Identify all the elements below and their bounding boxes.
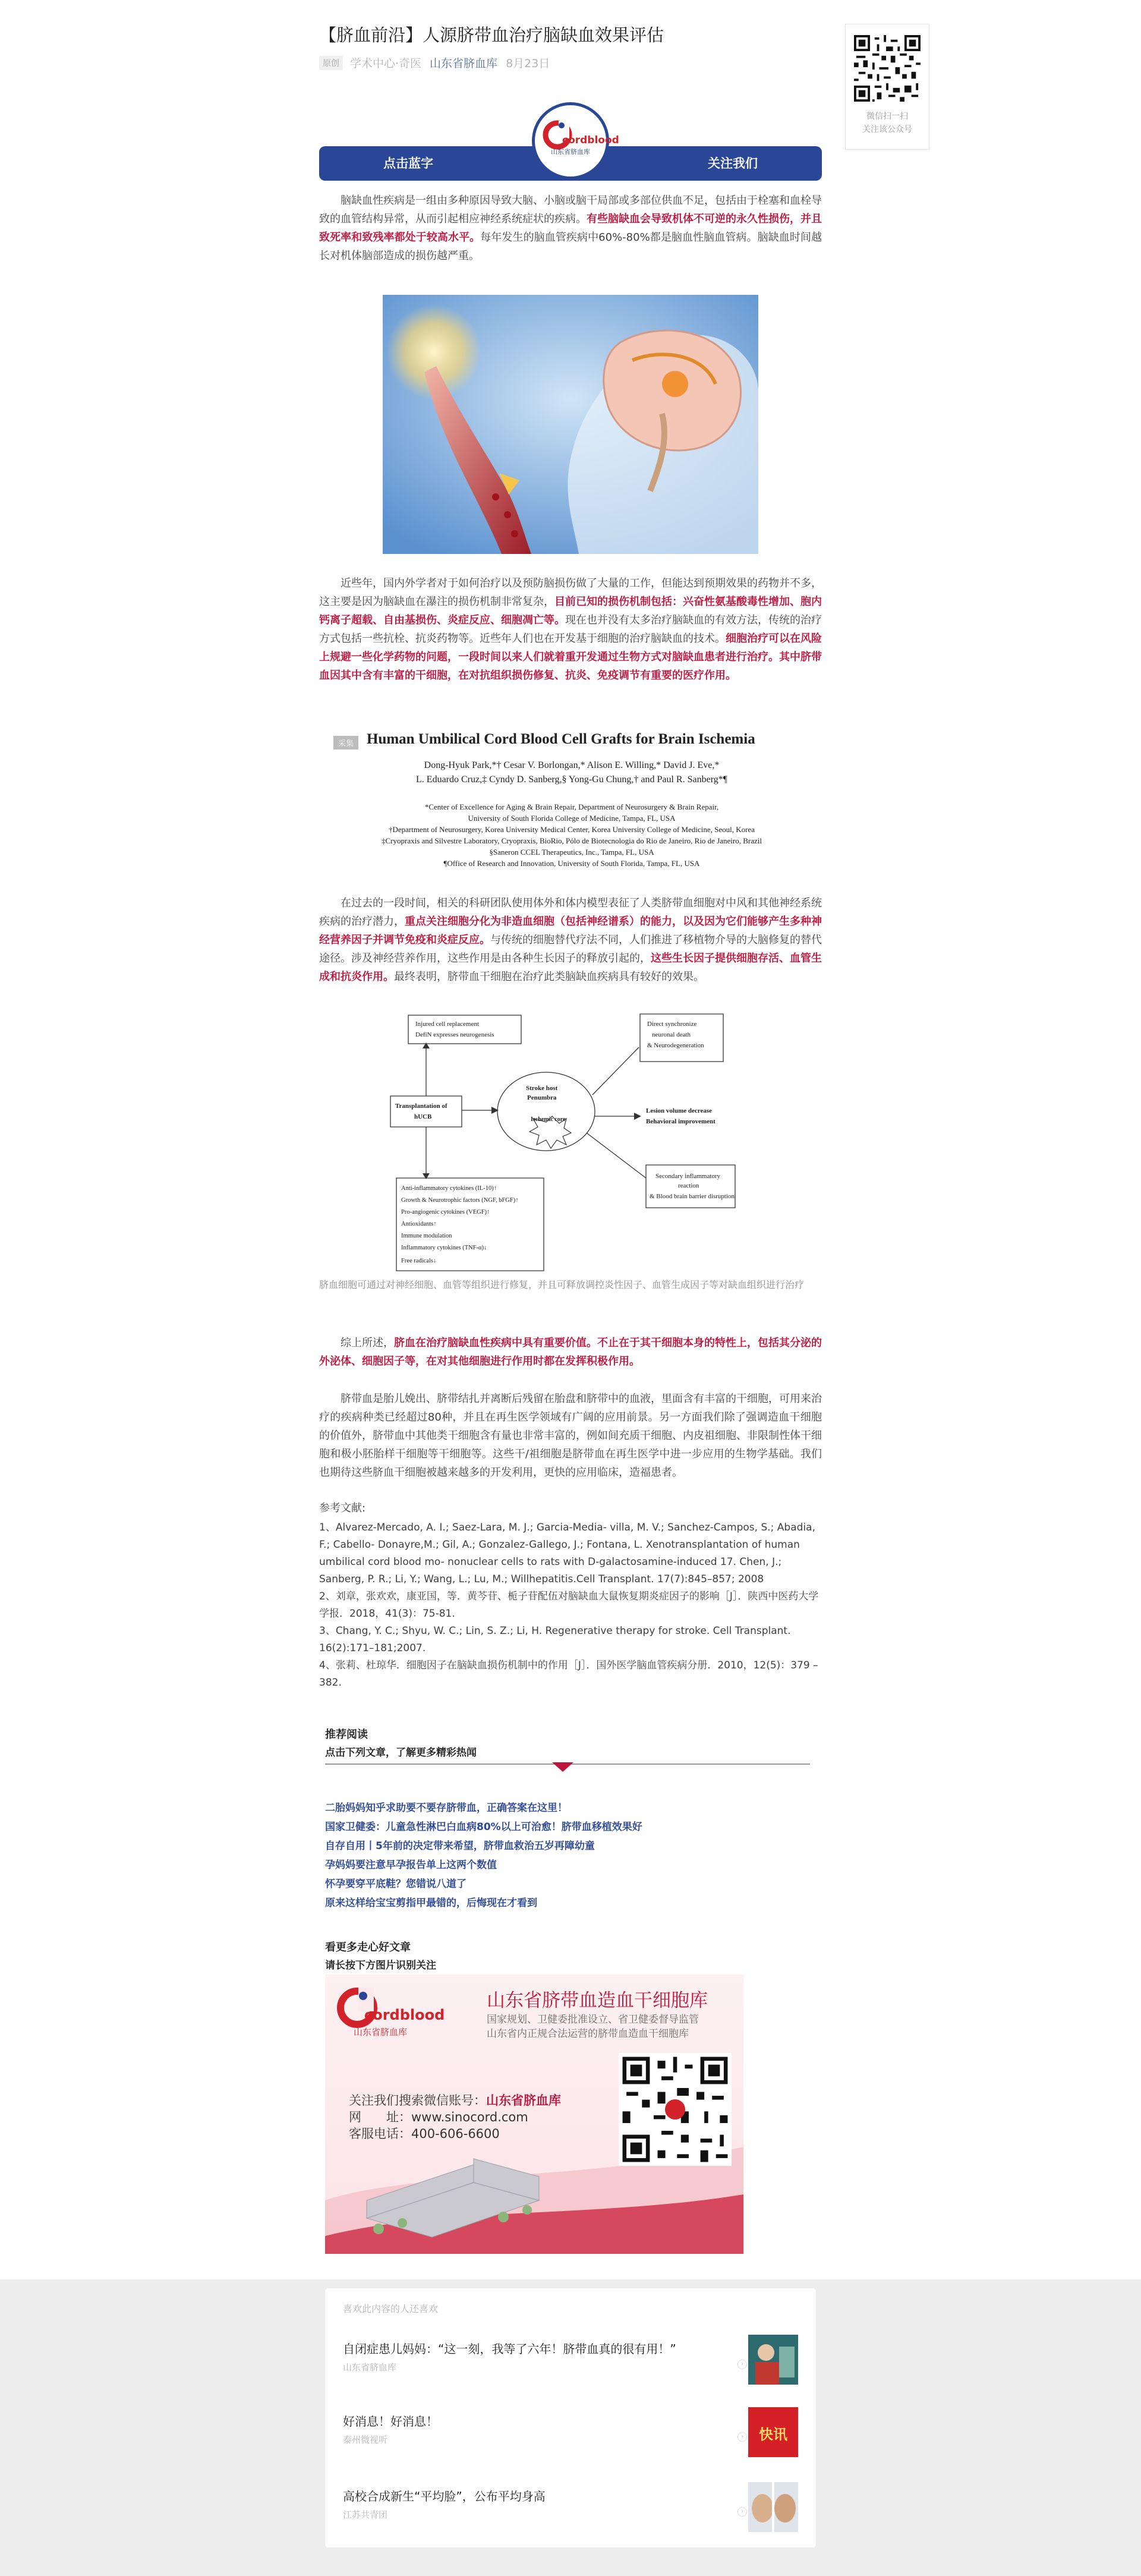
paper-badge: 采集 <box>333 736 358 750</box>
diagram-tr-3: & Neurodegeneration <box>647 1042 704 1049</box>
poster-brand: cordblood <box>364 2007 445 2023</box>
recommend-title: 推荐阅读 <box>325 1728 368 1741</box>
related-item-source: 江苏共青团 <box>343 2509 388 2520</box>
paper-authors-line-2: L. Eduardo Cruz,‡ Cyndy D. Sanberg,§ Yong-Gu Chung,† and Paul R. Sanberg*¶ <box>416 774 727 785</box>
recommend-subtitle: 点击下列文章，了解更多精彩热闻 <box>325 1747 477 1759</box>
paper-aff-3: †Department of Neurosurgery, Korea University Medical Center, Korea University College of Medicine, Seoul, Korea <box>388 825 755 834</box>
poster-qr-code-icon <box>619 2053 732 2166</box>
article-meta <box>319 55 550 71</box>
chevron-right-icon: › <box>737 2432 747 2442</box>
recommend-arrow-icon <box>552 1762 573 1772</box>
related-item[interactable] <box>343 2476 798 2536</box>
recommend-link[interactable]: 自存自用丨5年前的决定带来希望，脐带血救治五岁再障幼童 <box>325 1840 595 1852</box>
poster-qr <box>619 2053 732 2166</box>
reference-item: 3、Chang, Y. C.; Shyu, W. C.; Lin, S. Z.; Li, H. Regenerative therapy for stroke. Cell Transplant. 16(2):171–181;2007. <box>319 1625 791 1654</box>
related-item-title: 自闭症患儿妈妈：“这一刻，我等了六年！脐带血真的很有用！” <box>343 2342 676 2356</box>
related-item-source: 泰州微视听 <box>343 2435 388 2445</box>
diagram-tl-2: DefiN expresses neurogenesis <box>415 1031 494 1038</box>
poster-line-1: 国家规划、卫健委批准设立、省卫健委督导监管 <box>487 2014 699 2026</box>
paper-aff-4: ‡Cryopraxis and Silvestre Laboratory, Cryopraxis, BioRio, Pólo de Biotecnologia do Rio de Janeiro, Rio de Janeiro, Brazil <box>381 836 762 845</box>
logo-brand: cordblood <box>562 134 619 146</box>
related-thumbnail <box>748 2335 798 2385</box>
diagram-circle-1: Stroke host <box>526 1085 558 1092</box>
p2-text-a: 近些年，国内外学者对于如何治疗以及预防脑损伤做了大量的工作，但能达到预期效果的药物并不多，这主要是因为脑缺血在瀑注的损伤机制非常复杂， <box>319 577 822 608</box>
poster-web <box>349 2109 561 2125</box>
diagram-br-1: Secondary inflammatory <box>655 1173 721 1180</box>
diagram-right-1: Lesion volume decrease <box>646 1107 713 1114</box>
reference-item: 2、刘章，张欢欢，康亚国，等．黄芩苷、栀子苷配伍对脑缺血大鼠恢复期炎症因子的影响［J］．陕西中医药大学学报．2018，41(3)：75-81. <box>319 1591 819 1620</box>
diagram-box-top-left <box>408 1015 521 1044</box>
poster-web-value: www.sinocord.com <box>411 2110 528 2124</box>
diagram-list-item-4: Immune modulation <box>401 1233 452 1239</box>
paper-authors-line-1: Dong-Hyuk Park,*† Cesar V. Borlongan,* Alison E. Willing,* David J. Eve,* <box>424 760 720 770</box>
banner-right-text: 关注我们 <box>708 156 758 171</box>
related-item-title: 高校合成新生“平均脸”，公布平均身高 <box>343 2489 546 2503</box>
diagram-caption: 脐血细胞可通过对神经细胞、血管等组织进行修复，并且可释放调控炎性因子、血管生成因子等对缺血组织进行治疗 <box>319 1279 805 1290</box>
article-title: 【脐血前沿】人源脐带血治疗脑缺血效果评估 <box>319 25 664 45</box>
p1-highlight: 有些脑缺血会导致机体不可逆的永久性损伤，并且致死率和致残率都处于较高水平。 <box>319 213 822 244</box>
poster-lines <box>487 2013 699 2041</box>
recommend-link[interactable]: 怀孕要穿平底鞋？您错说八道了 <box>325 1878 467 1890</box>
related-item-title: 好消息！好消息！ <box>343 2414 438 2429</box>
paper-aff-2: University of South Florida College of Medicine, Tampa, FL, USA <box>468 814 676 823</box>
cordblood-poster[interactable] <box>325 1974 743 2254</box>
diagram-circle-2: Penumbra <box>527 1094 557 1101</box>
poster-wechat-label: 关注我们搜索微信账号： <box>349 2093 486 2108</box>
p2-highlight-b: 目前已知的损伤机制包括：兴奋性氨基酸毒性增加、胞内钙离子超载、自由基损伤、炎症反应、细胞凋亡等。 <box>319 596 822 626</box>
p3-text-e: 最终表明，脐带血干细胞在治疗此类脑缺血疾病具有较好的效果。 <box>394 971 704 983</box>
qr-code-icon <box>854 35 921 102</box>
references-label: 参考文献: <box>319 1502 366 1514</box>
p3-text-c: 与传统的细胞替代疗法不同，人们推进了移植物介导的大脑修复的替代途径。涉及神经营养作用，这些作用是由各种生长因子的释放引起的， <box>319 934 822 965</box>
paper-aff-1: *Center of Excellence for Aging & Brain Repair, Department of Neurosurgery & Brain Repair, <box>424 802 719 811</box>
diagram-list-item-2: Pro-angiogenic cytokines (VEGF)↑ <box>401 1209 490 1215</box>
paper-authors <box>331 758 812 787</box>
author-link[interactable]: 山东省脐血库 <box>430 57 498 70</box>
publish-date: 8月23日 <box>506 57 550 70</box>
diagram-box-left <box>390 1096 462 1127</box>
related-thumbnail <box>748 2482 798 2532</box>
related-head: 喜欢此内容的人还喜欢 <box>343 2303 439 2314</box>
p2-highlight-d: 细胞治疗可以在风险上规避一些化学药物的问题，一段时间以来人们就着重开发通过生物方式对脑缺血患者进行治疗。其中脐带血因其中含有丰富的干细胞，在对抗组织损伤修复、抗炎、免疫调节有重要的医疗作用。 <box>319 632 822 682</box>
poster-line-2: 山东省内正规合法运营的脐带血造血干细胞库 <box>487 2028 689 2040</box>
recommend-link[interactable]: 二胎妈妈知乎求助要不要存脐带血，正确答案在这里！ <box>325 1802 568 1814</box>
more-subtitle: 请长按下方图片识别关注 <box>325 1960 436 1972</box>
diagram-br-3: & Blood brain barrier disruption <box>650 1193 735 1200</box>
diagram-arrow-top-right <box>592 1047 639 1095</box>
p2-text-c: 现在也并没有太多治疗脑缺血的有效方法，传统的治疗方式包括一些抗栓、抗炎药物等。近些年人们也在开发基于细胞的治疗脑缺血的技术。 <box>319 614 822 645</box>
paragraph-3 <box>319 894 822 986</box>
mechanism-diagram <box>390 1006 759 1274</box>
diagram-list-item-3: Antioxidants↑ <box>401 1221 437 1227</box>
logo-sub: 山东省脐血库 <box>551 148 590 156</box>
diagram-list-item-6: Free radicals↓ <box>401 1258 437 1264</box>
diagram-list-item-0: Anti-inflammatory cytokines (IL-10)↑ <box>401 1185 497 1192</box>
related-item[interactable] <box>343 2329 798 2388</box>
p4-text-a: 综上所述， <box>341 1337 394 1349</box>
diagram-left-2: hUCB <box>414 1113 432 1120</box>
diagram-left-1: Transplantation of <box>395 1103 447 1110</box>
paragraph-4 <box>319 1334 822 1371</box>
diagram-core: Ischemic core <box>531 1116 566 1123</box>
more-title: 看更多走心好文章 <box>325 1941 411 1954</box>
chevron-right-icon: › <box>737 2507 747 2517</box>
article-column: 学术中心·奇医 <box>350 57 422 70</box>
recommend-link[interactable]: 原来这样给宝宝剪指甲最错的，后悔现在才看到 <box>325 1897 537 1909</box>
poster-wechat <box>349 2092 561 2109</box>
cordblood-logo <box>532 102 619 179</box>
references-list <box>319 1519 822 1692</box>
follow-qr-panel <box>845 24 929 150</box>
qr-caption-line-1: 微信扫一扫 <box>866 112 908 121</box>
related-articles-card <box>325 2288 816 2547</box>
paragraph-2 <box>319 574 822 685</box>
original-tag: 原创 <box>319 56 343 70</box>
diagram-br-2: reaction <box>678 1182 699 1189</box>
diagram-tr-2: neuronal death <box>652 1031 691 1038</box>
p4-highlight: 脐血在治疗脑缺血性疾病中具有重要价值。不止在于其干细胞本身的特性上，包括其分泌的外泌体、细胞因子等，在对其他细胞进行作用时都在发挥积极作用。 <box>319 1337 822 1368</box>
recommend-link[interactable]: 国家卫健委：儿童急性淋巴白血病80%以上可治愈！脐带血移植效果好 <box>325 1821 642 1833</box>
poster-tel <box>349 2125 561 2142</box>
poster-logo-icon <box>330 1978 445 2043</box>
p3-highlight-b: 重点关注细胞分化为非造血细胞（包括神经谱系）的能力，以及因为它们能够产生多种神经营养因子并调节免疫和炎症反应。 <box>319 915 822 946</box>
poster-headline: 山东省脐带血造血干细胞库 <box>487 1990 708 2011</box>
banner-left-text: 点击蓝字 <box>383 156 433 171</box>
paper-header-image <box>331 730 812 878</box>
brain-illustration <box>383 295 758 554</box>
related-item[interactable] <box>343 2401 798 2461</box>
p3-text-a: 在过去的一段时间，相关的科研团队使用体外和体内模型表征了人类脐带血细胞对中风和其他神经系统疾病的治疗潜力， <box>319 897 822 928</box>
paragraph-5: 脐带血是胎儿娩出、脐带结扎并离断后残留在胎盘和脐带中的血液，里面含有丰富的干细胞，可用来治疗的疾病种类已经超过80种，并且在再生医学领域有广阔的应用前景。另一方面我们除了强调造血干细胞的价值外，脐带血中其他类干细胞含有量也非常丰富的，例如间充质干细胞、内皮祖细胞、非限制性体干细胞和极小胚胎样干细胞等干细胞等。这些干/祖细胞是脐带血在再生医学中进一步应用的生物学基础。我们也期待这些脐血干细胞被越来越多的开发利用，更快的应用临床，造福患者。 <box>319 1393 822 1479</box>
paper-affiliations <box>331 801 812 869</box>
paragraph-1 <box>319 191 822 265</box>
paper-title: Human Umbilical Cord Blood Cell Grafts for Brain Ischemia <box>367 731 755 747</box>
diagram-tr-1: Direct synchronize <box>647 1021 697 1028</box>
related-thumbnail-text: 快讯 <box>759 2426 787 2443</box>
recommend-link[interactable]: 孕妈妈要注意早孕报告单上这两个数值 <box>325 1859 497 1871</box>
reference-item: 4、张莉、杜琼华．细胞因子在脑缺血损伤机制中的作用［J］．国外医学脑血管疾病分册．2010，12(5)：379 – 382. <box>319 1659 818 1689</box>
poster-contacts <box>349 2092 561 2142</box>
poster-web-label: 网 址： <box>349 2110 411 2124</box>
diagram-right-2: Behavioral improvement <box>646 1118 716 1125</box>
diagram-list-item-5: Inflammatory cytokines (TNF-α)↓ <box>401 1245 487 1251</box>
poster-brand-sub: 山东省脐血库 <box>354 2027 408 2038</box>
diagram-list-item-1: Growth & Neurotrophic factors (NGF, bFGF)↑ <box>401 1197 519 1204</box>
p1-text-c: 每年发生的脑血管疾病中60%-80%都是脑血性脑血管病。脑缺血时间越长对机体脑部造成的损伤越严重。 <box>319 231 822 262</box>
recommend-links <box>325 1799 822 1913</box>
p3-highlight-d: 这些生长因子提供细胞存活、血管生成和抗炎作用。 <box>319 952 822 983</box>
paper-aff-5: §Saneron CCEL Therapeutics, Inc., Tampa, FL, USA <box>489 848 654 856</box>
poster-wechat-name: 山东省脐血库 <box>486 2093 561 2108</box>
related-item-source: 山东省脐血库 <box>343 2362 397 2373</box>
qr-caption-line-2: 关注该公众号 <box>862 125 912 134</box>
diagram-tl-1: Injured cell replacement <box>415 1021 479 1028</box>
p1-text-a: 脑缺血性疾病是一组由多种原因导致大脑、小脑或脑干局部或多部位供血不足，包括由于栓塞和血栓导致的血管结构异常，从而引起相应神经系统症状的疾病。 <box>319 194 822 225</box>
poster-tel-label: 客服电话： <box>349 2127 411 2141</box>
related-thumbnail <box>748 2407 798 2457</box>
paper-aff-6: ¶Office of Research and Innovation, University of South Florida, Tampa, FL, USA <box>443 859 700 868</box>
cordblood-logo-icon <box>535 105 619 177</box>
poster-tel-value: 400-606-6600 <box>411 2127 500 2141</box>
reference-item: 1、Alvarez-Mercado, A. I.; Saez-Lara, M. J.; Garcia-Media- villa, M. V.; Sanchez-Campos, S.; Abadia, F.; Cabello- Donayre,M.; Gil, A.; Gonzalez-Gallego, J.; Fontana, L. Xenotransplantation of human umbilical cord blood mo- nonuclear cells to rats with D-galactosamine-induced 17. Chen, J.; Sanberg, P. R.; Li, Y.; Wang, L.; Lu, M.; Willhepatitis.Cell Transplant. 17(7):845–857; 2008 <box>319 1522 815 1585</box>
chevron-right-icon: › <box>737 2360 747 2369</box>
diagram-arrow-bottom-right <box>587 1133 646 1178</box>
